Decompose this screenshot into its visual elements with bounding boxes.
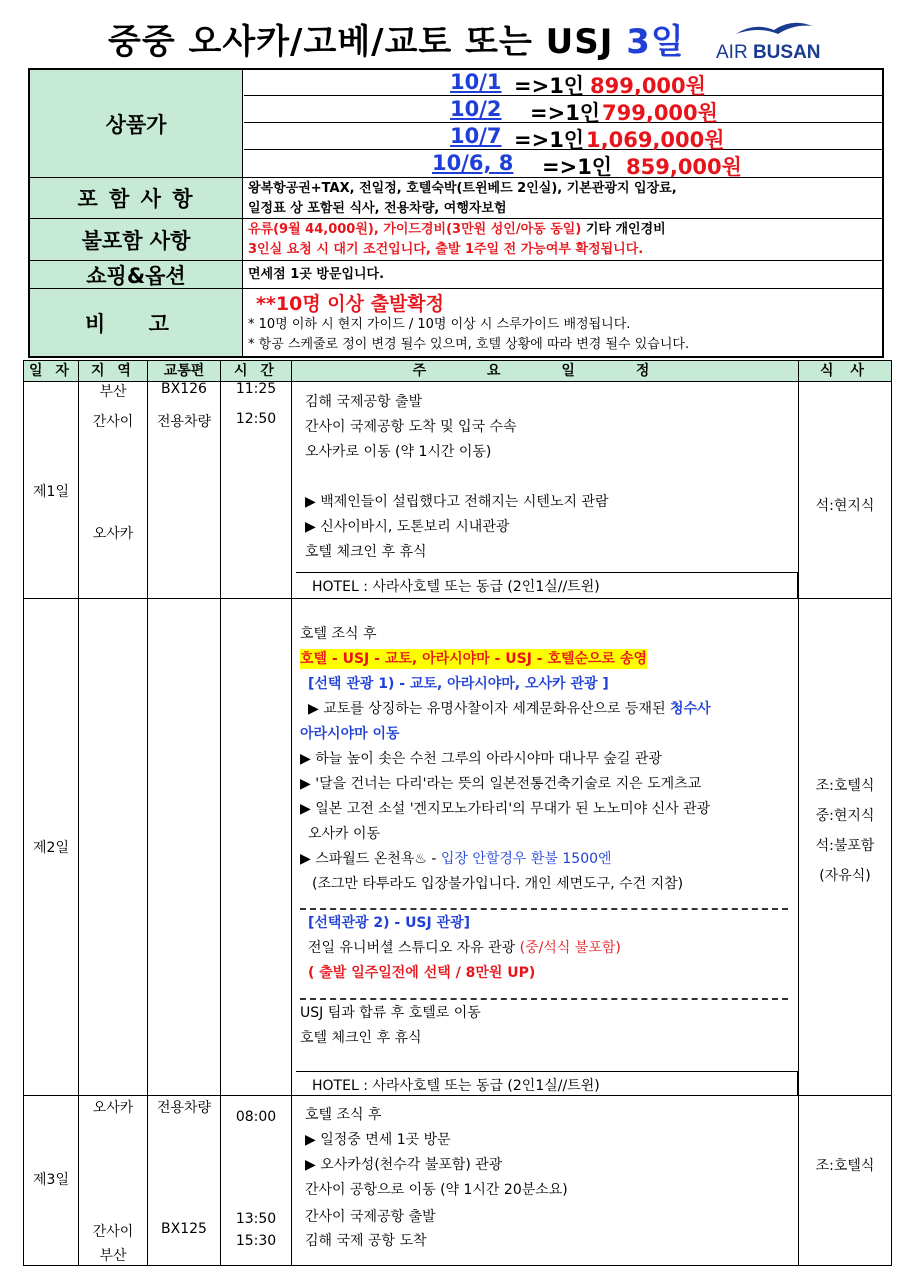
day2-line-6: ▶ 하늘 높이 솟은 수천 그루의 아라시야마 대나무 숲길 관광: [300, 751, 662, 767]
day2-line-13: [308, 938, 621, 958]
header-time: 시 간: [234, 363, 278, 379]
day1-hotel-text: HOTEL : 사라사호텔 또는 동급 (2인1실//트윈): [312, 579, 600, 595]
price-arrow: =>1인: [530, 101, 601, 125]
day1-line-4: ▶ 백제인들이 설립했다고 전해지는 시텐노지 관람: [305, 494, 609, 510]
day2-line-4-highlight: 청수사: [670, 701, 711, 717]
day3-region-3: 부산: [99, 1248, 127, 1264]
air-busan-logo: [716, 20, 821, 66]
day2-line-8: ▶ 일본 고전 소설 '겐지모노가타리'의 무대가 된 노노미야 신사 관광: [300, 801, 711, 817]
day2-line-4: [308, 699, 711, 719]
excluded-label: 불포함 사항: [30, 219, 243, 260]
remarks-highlight: **10명 이상 출발확정: [256, 293, 445, 315]
day2-line-4-text: ▶ 교토를 상징하는 유명사찰이자 세계문화유산으로 등재된: [308, 701, 671, 717]
day3-time-1: 08:00: [235, 1109, 277, 1125]
header-meal: 식 사: [820, 363, 870, 379]
price-date: 10/7: [450, 124, 502, 148]
day1-line-5: ▶ 신사이바시, 도톤보리 시내관광: [305, 519, 510, 535]
day3-line-5: 간사이 국제공항 출발: [305, 1209, 436, 1225]
day3-label: 제3일: [33, 1172, 69, 1188]
header-day: 일 자: [29, 363, 73, 379]
header-transport: 교통편: [163, 363, 205, 379]
excluded-content: [244, 219, 882, 260]
included-line-2: 일정표 상 포함된 식사, 전용차량, 여행자보험: [248, 201, 507, 216]
price-content: [244, 70, 882, 177]
day2-line-13-text: 전일 유니버셜 스튜디오 자유 관광: [308, 940, 520, 956]
price-line: [244, 151, 882, 177]
day2-line-11: (조그만 타투라도 입장불가입니다. 개인 세면도구, 수건 지참): [312, 876, 684, 892]
day3-region-2: 간사이: [92, 1224, 134, 1240]
day3-region-1: 오사카: [92, 1100, 134, 1116]
dashed-divider: [300, 998, 788, 1000]
header-itinerary: 주 요 일 정: [412, 363, 678, 379]
shopping-content: [244, 261, 882, 288]
price-line: [244, 97, 882, 123]
day2-line-10: [300, 849, 612, 869]
day1-transport-1: BX126: [161, 381, 207, 397]
day1-time-2: 12:50: [235, 411, 277, 427]
day2-line-10-text: ▶ 스파월드 온천욕♨ -: [300, 851, 441, 867]
day3-line-4: 간사이 공항으로 이동 (약 1시간 20분소요): [305, 1182, 568, 1198]
col-divider: [78, 361, 79, 1265]
day1-region-2: 간사이: [92, 414, 134, 430]
day2-line-12: [선택관광 2) - USJ 관광]: [308, 915, 471, 931]
title-row: [0, 14, 905, 64]
price-line: [244, 70, 882, 96]
logo-text-bold: BUSAN: [752, 42, 821, 63]
price-date: 10/6, 8: [432, 151, 514, 175]
price-line: [244, 124, 882, 150]
excluded-line-1: [248, 220, 666, 239]
col-divider: [220, 361, 221, 1265]
day2-meal-1: 조:호텔식: [815, 778, 875, 794]
day2-meal-4: (자유식): [819, 868, 871, 884]
day1-transport-2: 전용차량: [156, 414, 212, 430]
remarks-line-1: * 10명 이하 시 현지 가이드 / 10명 이상 시 스루가이드 배정됩니다.: [248, 317, 631, 332]
price-date: 10/1: [450, 70, 502, 94]
day2-line-13-note: (중/석식 불포함): [519, 940, 621, 956]
excluded-fuel-guide: 유류(9월 44,000원), 가이드경비(3만원 성인/아동 동일): [248, 222, 582, 237]
price-amount: 859,000원: [626, 155, 742, 179]
shopping-label: 쇼핑&옵션: [30, 261, 243, 288]
day3-line-6: 김해 국제 공항 도착: [305, 1233, 427, 1249]
day3-transport-2: BX125: [161, 1221, 207, 1237]
day1-line-2: 간사이 국제공항 도착 및 입국 수속: [305, 419, 517, 435]
day2-line-2: 호텔 - USJ - 교토, 아라시야마 - USJ - 호텔순으로 송영: [300, 651, 648, 667]
day2-hotel: [296, 1071, 798, 1095]
day2-line-7: ▶ '달을 건너는 다리'라는 뜻의 일본전통건축기술로 지은 도게츠교: [300, 776, 702, 792]
day3-line-3: ▶ 오사카성(천수각 불포함) 관광: [305, 1157, 503, 1173]
day1-line-1: 김해 국제공항 출발: [305, 394, 423, 410]
dashed-divider: [300, 908, 788, 910]
day2-hotel-text: HOTEL : 사라사호텔 또는 동급 (2인1실//트윈): [312, 1078, 600, 1094]
price-label: 상품가: [30, 70, 243, 177]
summary-table: [28, 68, 884, 358]
day1-meal: 석:현지식: [815, 498, 875, 514]
excluded-personal: 기타 개인경비: [581, 222, 666, 237]
day2-line-1: 호텔 조식 후: [300, 626, 377, 642]
col-divider: [147, 361, 148, 1265]
day3-transport-1: 전용차량: [156, 1100, 212, 1116]
price-arrow: =>1인: [514, 128, 585, 152]
day1-hotel: [296, 572, 798, 598]
price-amount: 1,069,000원: [586, 128, 725, 152]
day-divider: [24, 1095, 891, 1096]
logo-text-light: AIR: [716, 42, 753, 63]
day2-meal-3: 석:불포함: [815, 838, 875, 854]
day-divider: [24, 598, 891, 599]
day2-line-9: 오사카 이동: [308, 826, 381, 842]
shopping-row: [30, 261, 882, 289]
day1-label: 제1일: [33, 484, 69, 500]
price-row: [30, 70, 882, 178]
remarks-content: [244, 289, 882, 356]
day3-line-1: 호텔 조식 후: [305, 1107, 382, 1123]
header-region: 지 역: [91, 363, 135, 379]
remarks-label: 비 고: [30, 289, 243, 356]
day3-line-2: ▶ 일정중 면세 1곳 방문: [305, 1132, 451, 1148]
day3-time-2: 13:50: [235, 1211, 277, 1227]
price-amount: 899,000원: [590, 74, 706, 98]
day2-line-14: ( 출발 일주일전에 선택 / 8만원 UP): [308, 965, 536, 981]
price-arrow: =>1인: [514, 74, 585, 98]
day2-line-16: 호텔 체크인 후 휴식: [300, 1030, 422, 1046]
included-row: [30, 178, 882, 219]
day3-meal: 조:호텔식: [815, 1158, 875, 1174]
included-label: 포 함 사 항: [30, 178, 243, 218]
included-line-1: 왕복항공권+TAX, 전일정, 호텔숙박(트윈베드 2인실), 기본관광지 입장료,: [248, 181, 677, 196]
seagull-icon: [734, 20, 814, 40]
day2-line-5: 아라시야마 이동: [300, 726, 400, 742]
day2-meal-2: 중:현지식: [815, 808, 875, 824]
day1-line-3: 오사카로 이동 (약 1시간 이동): [305, 444, 492, 460]
schedule-table: [23, 360, 892, 1266]
schedule-header: [24, 361, 891, 382]
col-divider: [291, 361, 292, 1265]
page-title: [108, 14, 685, 63]
day1-region-1: 부산: [99, 384, 127, 400]
shopping-text: 면세점 1곳 방문입니다.: [248, 267, 385, 282]
day2-line-3: [선택 관광 1) - 교토, 아라시야마, 오사카 관광 ]: [308, 676, 609, 692]
day1-region-3: 오사카: [92, 526, 134, 542]
day2-line-15: USJ 팀과 합류 후 호텔로 이동: [300, 1005, 481, 1021]
included-content: [244, 178, 882, 218]
day3-time-3: 15:30: [235, 1233, 277, 1249]
price-amount: 799,000원: [602, 101, 718, 125]
title-days: 3일: [626, 22, 685, 62]
price-arrow: =>1인: [542, 155, 613, 179]
excluded-row: [30, 219, 882, 261]
price-date: 10/2: [450, 97, 502, 121]
day1-line-6: 호텔 체크인 후 휴식: [305, 544, 427, 560]
day2-line-10-refund: 입장 안할경우 환불 1500엔: [440, 851, 612, 867]
remarks-line-2: * 항공 스케줄로 정이 변경 될수 있으며, 호텔 상황에 따라 변경 될수 있습니다.: [248, 337, 690, 352]
title-text: 중중 오사카/고베/교토 또는 USJ: [108, 22, 614, 62]
excluded-line-2: 3인실 요청 시 대기 조건입니다, 출발 1주일 전 가능여부 확정됩니다.: [248, 242, 644, 257]
day1-time-1: 11:25: [235, 381, 277, 397]
day2-label: 제2일: [33, 840, 69, 856]
logo-text: [716, 42, 821, 64]
remarks-row: [30, 289, 882, 356]
